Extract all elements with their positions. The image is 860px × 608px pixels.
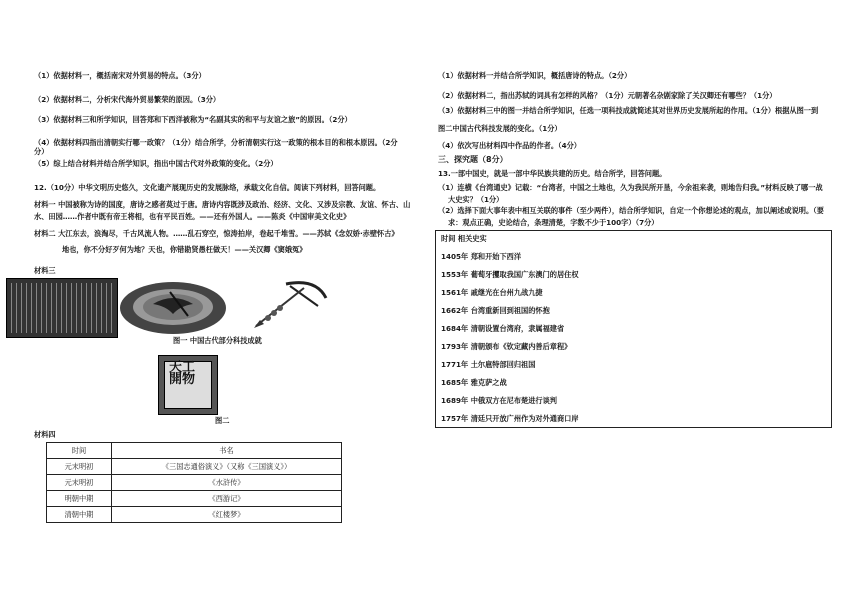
- question-1-4: （4）依据材料四指出清朝实行哪一政策？（1分）结合所学，分析清朝实行这一政策的根本目的和根本原因。（2分: [34, 138, 398, 147]
- material-3-label: 材料三: [34, 266, 56, 275]
- question-1-5: （5）综上结合材料并结合所学知识，指出中国古代对外政策的变化。（2分）: [34, 159, 278, 168]
- table-cell: 《三国志通俗演义》（又称《三国演义》）: [112, 459, 342, 475]
- table-cell: 元末明初: [47, 459, 112, 475]
- question-12-2: （2）依据材料二，指出苏轼的词具有怎样的风格？（1分）元朝著名杂剧家除了关汉卿还有哪些？（1分）: [438, 91, 777, 100]
- figure-1-caption: 图一 中国古代部分科技成就: [173, 336, 262, 345]
- question-1-2: （2）依据材料二，分析宋代海外贸易繁荣的原因。（3分）: [34, 95, 221, 104]
- table-cell: 《水浒传》: [112, 475, 342, 491]
- timeline-row: 1684年 清朝设置台湾府，隶属福建省: [441, 324, 565, 333]
- question-12-3-cont: 图二中国古代科技发展的变化。（1分）: [438, 124, 562, 133]
- material-4-label: 材料四: [34, 430, 56, 439]
- question-1-1: （1）依据材料一，概括南宋对外贸易的特点。（3分）: [34, 71, 206, 80]
- compass-image: [118, 274, 228, 336]
- question-12-4: （4）依次写出材料四中作品的作者。（4分）: [438, 141, 581, 150]
- novels-table: [46, 442, 342, 523]
- question-13-2-cont: 求：观点正确，史论结合，条理清楚，字数不少于100字）（7分）: [448, 218, 659, 227]
- material-2-line-1: 材料二 大江东去，浪淘尽，千古风流人物。……乱石穿空，惊涛拍岸，卷起千堆雪。——苏轼《念奴娇·赤壁怀古》: [34, 229, 399, 238]
- timeline-row: 1685年 雅克萨之战: [441, 378, 507, 387]
- table-row: [47, 491, 342, 507]
- question-1-3: （3）依据材料三和所学知识，回答郑和下西洋被称为“名副其实的和平与友谊之旅”的原因。（2分）: [34, 115, 352, 124]
- question-12-heading: 12.（10分）中华文明历史悠久，文化遗产展现历史的发展脉络，承载文化自信。阅读下列材料，回答问题。: [34, 183, 381, 192]
- crossbow-arrow-image: [246, 276, 336, 332]
- timeline-row: 1553年 葡萄牙攫取我国广东澳门的居住权: [441, 270, 579, 279]
- table-header-row: [47, 443, 342, 459]
- question-13-2: （2）选择下面大事年表中相互关联的事件（至少两件），结合所学知识，自定一个你想论述的观点，加以阐述或说明。（要: [438, 206, 824, 215]
- table-cell: 《红楼梦》: [112, 507, 342, 523]
- question-13-1-cont: 大史实？（1分）: [448, 195, 504, 204]
- figure-2-caption: 图二: [215, 416, 230, 425]
- scroll-image: [6, 278, 118, 338]
- timeline-table: [435, 230, 832, 428]
- section-3-heading: 三、探究题（8分）: [438, 155, 508, 164]
- question-13-heading: 13.一部中国史，就是一部中华民族共建的历史。结合所学，回答问题。: [438, 169, 667, 178]
- table-row: [47, 475, 342, 491]
- timeline-row: 1793年 清朝颁布《钦定藏内善后章程》: [441, 342, 572, 351]
- timeline-row: 1561年 戚继光在台州九战九捷: [441, 288, 543, 297]
- material-2-line-2: 地也，你不分好歹何为地？天也，你错勘贤愚枉做天！——关汉卿《窦娥冤》: [62, 245, 307, 254]
- question-12-1: （1）依据材料一并结合所学知识，概括唐诗的特点。（2分）: [438, 71, 632, 80]
- tiangong-kaiwu-book-image: [158, 355, 218, 415]
- table-header-cell: 时间: [47, 443, 112, 459]
- table-cell: 《西游记》: [112, 491, 342, 507]
- question-12-3: （3）依据材料三中的图一并结合所学知识，任选一项科技成就简述其对世界历史发展所起的作用。（1分）根据从图一到: [438, 106, 819, 115]
- question-1-4-cont: 分）: [34, 147, 49, 156]
- table-cell: 元末明初: [47, 475, 112, 491]
- table-cell: 清朝中期: [47, 507, 112, 523]
- table-row: [47, 459, 342, 475]
- book-cover-title: 天工開物: [169, 360, 196, 387]
- timeline-header: 时间 相关史实: [441, 234, 487, 243]
- timeline-row: 1405年 郑和开始下西洋: [441, 252, 522, 261]
- timeline-row: 1757年 清廷只开放广州作为对外通商口岸: [441, 414, 579, 423]
- timeline-row: 1771年 土尔扈特部回归祖国: [441, 360, 536, 369]
- table-header-cell: 书名: [112, 443, 342, 459]
- material-1-line-1: 材料一 中国被称为诗的国度，唐诗之感者莫过于唐。唐诗内容既涉及政治、经济、文化、又涉及宗教、友谊、怀古、山: [34, 200, 411, 209]
- table-row: [47, 507, 342, 523]
- table-cell: 明朝中期: [47, 491, 112, 507]
- material-1-line-2: 水、田园……作者中既有帝王将相，也有平民百姓。——还有外国人。——陈炎《中国审美文化史》: [34, 212, 351, 221]
- timeline-row: 1689年 中俄双方在尼布楚进行谈判: [441, 396, 557, 405]
- question-13-1: （1）连横《台湾通史》记载：“台湾者，中国之土地也，久为我民所开垦，今余祖来袭，则地告归我。”材料反映了哪一战: [438, 183, 823, 192]
- timeline-row: 1662年 台湾重新回到祖国的怀抱: [441, 306, 550, 315]
